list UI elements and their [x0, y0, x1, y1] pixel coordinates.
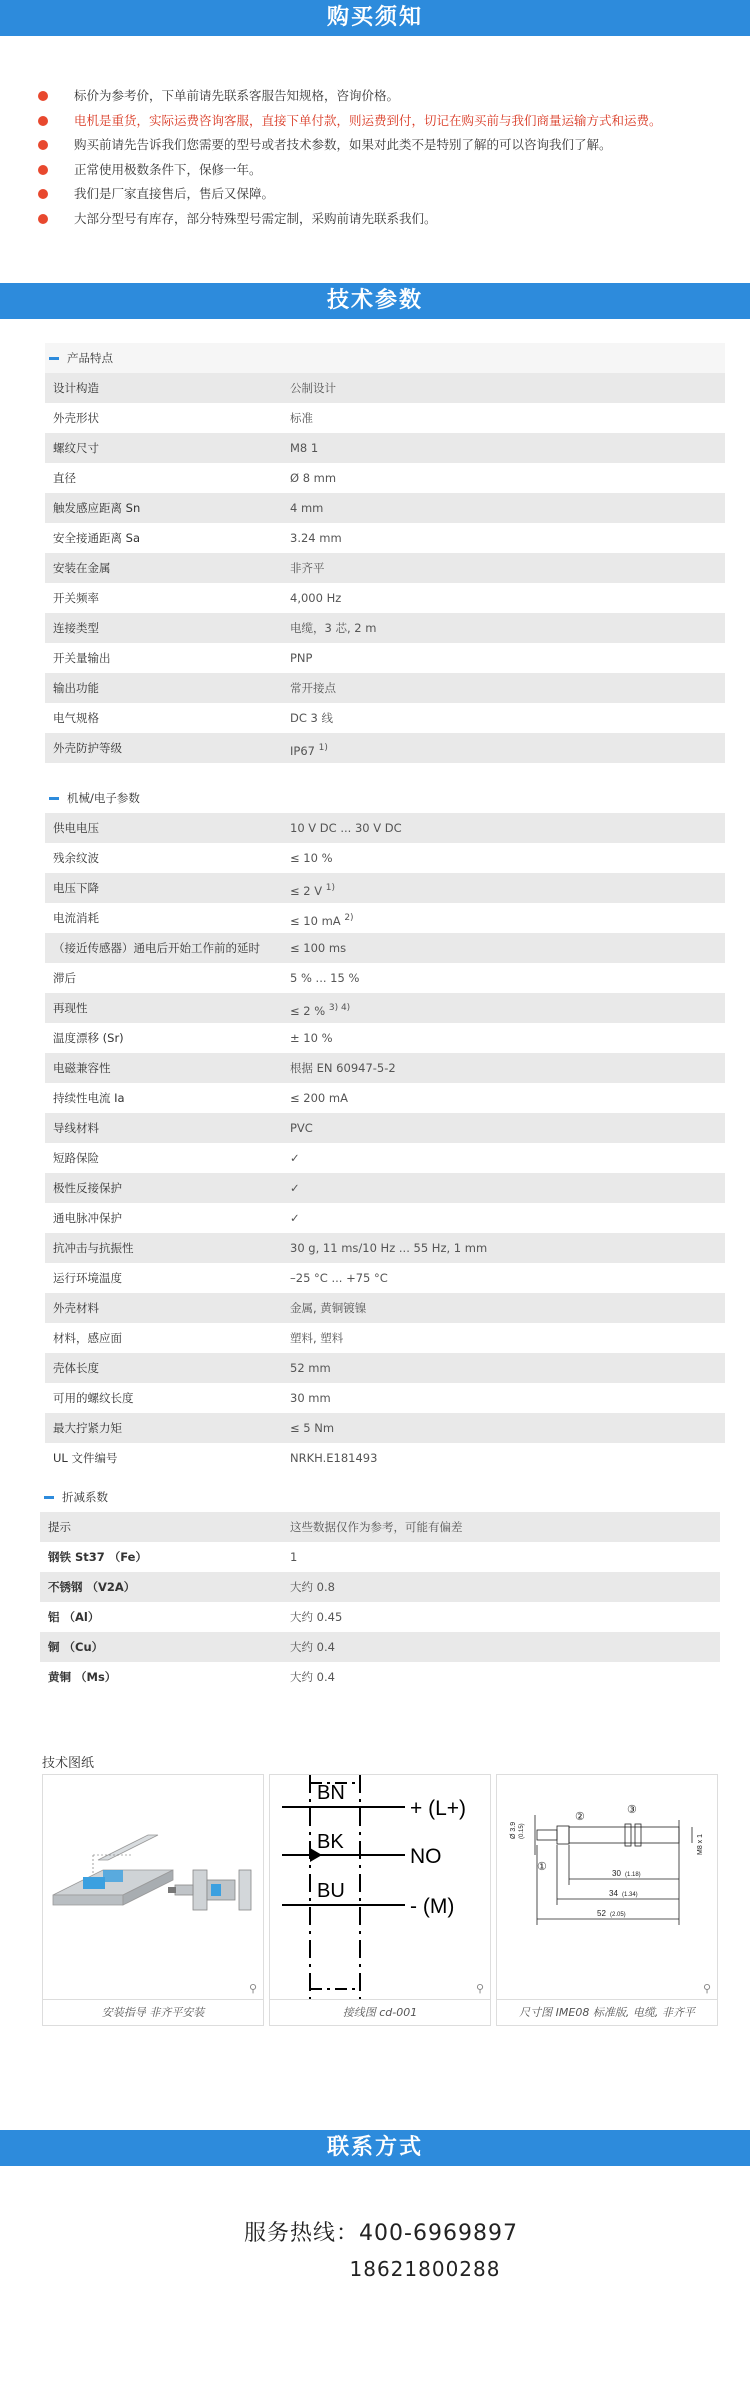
- param-value: [290, 843, 725, 873]
- param-value: [290, 733, 725, 763]
- param-value-text: 根据 EN 60947-5-2: [290, 1061, 396, 1075]
- table-row: [45, 1323, 725, 1353]
- table-row: [45, 1413, 725, 1443]
- param-value: [290, 1413, 725, 1443]
- mech-heading: 机械/电子参数: [45, 783, 725, 813]
- table-row: [40, 1572, 720, 1602]
- table-row: [45, 873, 725, 903]
- table-row: [45, 403, 725, 433]
- param-value: [290, 1632, 720, 1662]
- dim-52-inch: (2.05): [610, 1912, 626, 1918]
- param-value: [290, 903, 725, 933]
- param-name: 可用的螺纹长度: [53, 1391, 134, 1405]
- footnote-ref: 3) 4): [328, 1003, 351, 1013]
- param-value: [290, 613, 725, 643]
- param-name: 通电脉冲保护: [53, 1211, 122, 1225]
- reduction-rows: [40, 1512, 720, 1692]
- param-name: 电压下降: [53, 881, 99, 895]
- table-row: [45, 553, 725, 583]
- wire-bn: BN: [317, 1782, 345, 1804]
- table-row: [45, 843, 725, 873]
- table-row: [45, 903, 725, 933]
- table-row: [45, 963, 725, 993]
- mobile-number: 18621800288: [349, 2257, 501, 2281]
- param-name: 连接类型: [53, 621, 99, 635]
- features-heading: 产品特点: [45, 343, 725, 373]
- mech-rows: [45, 813, 725, 1473]
- param-value-text: ≤ 2 %: [290, 1003, 326, 1018]
- param-value-text: 标准: [290, 411, 313, 425]
- param-name: 黄铜 （Ms）: [48, 1670, 117, 1684]
- param-name: 钢铁 St37 （Fe）: [48, 1550, 147, 1564]
- table-row: [45, 583, 725, 613]
- reduction-table: [40, 1482, 720, 1692]
- param-name: 不锈钢 （V2A）: [48, 1580, 136, 1594]
- param-value-text: 30 mm: [290, 1391, 331, 1405]
- table-row: [45, 993, 725, 1023]
- param-value-text: ✓: [290, 1151, 300, 1165]
- dim-34-inch: (1.34): [622, 1892, 638, 1898]
- param-value-text: 金属, 黄铜镀镍: [290, 1301, 367, 1315]
- hotline: 服务热线：400-6969897: [244, 2221, 518, 2246]
- notice-item: 我们是厂家直接售后，售后又保障。: [38, 182, 738, 207]
- param-value: [290, 1113, 725, 1143]
- table-row: [45, 523, 725, 553]
- param-value-text: ≤ 2 V: [290, 883, 323, 898]
- param-value-text: 3.24 mm: [290, 531, 342, 545]
- param-value-text: 5 % ... 15 %: [290, 971, 360, 985]
- param-name: 直径: [53, 471, 76, 485]
- param-name: 铜 （Cu）: [48, 1640, 104, 1654]
- param-name: 壳体长度: [53, 1361, 99, 1375]
- param-value: [290, 1023, 725, 1053]
- param-name: 导线材料: [53, 1121, 99, 1135]
- param-value: [290, 433, 725, 463]
- param-value-text: 大约 0.4: [290, 1670, 335, 1684]
- dim-diameter-inch: (0.15): [519, 1823, 525, 1839]
- param-value: [290, 1173, 725, 1203]
- drawing-card-wiring[interactable]: [269, 1774, 491, 2026]
- param-value: [290, 1233, 725, 1263]
- param-value: [290, 553, 725, 583]
- param-value-text: 大约 0.45: [290, 1610, 343, 1624]
- param-value: [290, 993, 725, 1023]
- notice-item: 正常使用极数条件下，保修一年。: [38, 158, 738, 183]
- param-name: 铝 （Al）: [48, 1610, 100, 1624]
- table-row: [45, 1143, 725, 1173]
- table-row: [45, 433, 725, 463]
- param-value: [290, 1443, 725, 1473]
- param-value: [290, 933, 725, 963]
- notice-list: [38, 84, 738, 231]
- param-value: [290, 1083, 725, 1113]
- wire-bk-output: NO: [410, 1845, 442, 1868]
- param-value-text: 大约 0.4: [290, 1640, 335, 1654]
- param-value: [290, 1602, 720, 1632]
- param-name: 外壳防护等级: [53, 741, 122, 755]
- drawing-card-installation[interactable]: [42, 1774, 264, 2026]
- dim-30: 30: [612, 1869, 621, 1878]
- param-name: 设计构造: [53, 381, 99, 395]
- table-row: [45, 1203, 725, 1233]
- zoom-icon[interactable]: ⚲: [702, 1982, 711, 1995]
- purchase-banner: 购买须知: [0, 0, 750, 36]
- param-value-text: Ø 8 mm: [290, 471, 337, 485]
- param-value-text: 30 g, 11 ms/10 Hz ... 55 Hz, 1 mm: [290, 1241, 488, 1255]
- param-value-text: ≤ 10 mA: [290, 913, 341, 928]
- param-name: 安全接通距离 Sa: [53, 531, 141, 545]
- table-row: [45, 643, 725, 673]
- dim-30-inch: (1.18): [625, 1872, 641, 1878]
- param-name: 电流消耗: [53, 911, 99, 925]
- caption-dimensions: 尺寸图 IME08 标准版, 电缆, 非齐平: [497, 1999, 717, 2025]
- tech-banner: 技术参数: [0, 283, 750, 319]
- param-value: [290, 1323, 725, 1353]
- table-row: [45, 1353, 725, 1383]
- param-value-text: 塑料, 塑料: [290, 1331, 344, 1345]
- param-value: [290, 403, 725, 433]
- table-row: [40, 1662, 720, 1692]
- param-name: 滞后: [53, 971, 76, 985]
- param-name: 再现性: [53, 1001, 88, 1015]
- param-value: [290, 1542, 720, 1572]
- param-value: [290, 523, 725, 553]
- param-name: （接近传感器）通电后开始工作前的延时: [53, 941, 260, 955]
- param-value-text: 1: [290, 1550, 298, 1564]
- param-name: 短路保险: [53, 1151, 99, 1165]
- param-value-text: 常开接点: [290, 681, 336, 695]
- table-row: [45, 1053, 725, 1083]
- table-row: [45, 373, 725, 403]
- param-value: [290, 873, 725, 903]
- table-row: [45, 1083, 725, 1113]
- param-value: [290, 1572, 720, 1602]
- zoom-icon[interactable]: ⚲: [248, 1982, 257, 1995]
- table-row: [45, 613, 725, 643]
- param-value: [290, 463, 725, 493]
- callout-2: ②: [575, 1811, 585, 1823]
- param-name: 电气规格: [53, 711, 99, 725]
- param-value-text: ± 10 %: [290, 1031, 333, 1045]
- wire-bu: BU: [317, 1880, 345, 1902]
- table-row: [40, 1632, 720, 1662]
- param-value-text: M8 1: [290, 441, 319, 455]
- contact-banner: 联系方式: [0, 2130, 750, 2166]
- param-name: 温度漂移 (Sr): [53, 1031, 124, 1045]
- notice-item: 电机是重货，实际运费咨询客服，直接下单付款，则运费到付，切记在购买前与我们商量运输方式和运费。: [38, 109, 738, 134]
- param-value: [290, 1662, 720, 1692]
- param-name: 触发感应距离 Sn: [53, 501, 141, 515]
- features-rows: [45, 373, 725, 763]
- param-value-text: ≤ 200 mA: [290, 1091, 348, 1105]
- dim-diameter: Ø 3.9: [510, 1821, 517, 1839]
- param-value-text: 52 mm: [290, 1361, 331, 1375]
- callout-1: ①: [537, 1861, 547, 1873]
- param-value: [290, 1203, 725, 1233]
- table-row: [45, 1173, 725, 1203]
- table-row: [45, 1023, 725, 1053]
- footnote-ref: 1): [318, 743, 328, 753]
- param-value-text: ≤ 10 %: [290, 851, 333, 865]
- param-name: 开关量输出: [53, 651, 111, 665]
- param-value: [290, 643, 725, 673]
- dimension-drawing: [497, 1775, 717, 1999]
- drawings-title: 技术图纸: [42, 1756, 95, 1771]
- table-row: [45, 933, 725, 963]
- table-row: [45, 1293, 725, 1323]
- param-value: [290, 1053, 725, 1083]
- callout-3: ③: [627, 1804, 637, 1816]
- installation-image: [43, 1775, 263, 1999]
- table-row: [45, 1443, 725, 1473]
- dim-thread: M8 x 1: [697, 1833, 704, 1855]
- caption-wiring: 接线图 cd-001: [270, 1999, 490, 2025]
- param-value: [290, 963, 725, 993]
- param-name: 安装在金属: [53, 561, 111, 575]
- param-value: [290, 1293, 725, 1323]
- wire-bk: BK: [317, 1831, 344, 1853]
- param-name: 持续性电流 Ia: [53, 1091, 125, 1105]
- table-row: [45, 463, 725, 493]
- param-value: [290, 1263, 725, 1293]
- drawings-cards: [42, 1774, 718, 2026]
- param-name: 提示: [48, 1520, 71, 1534]
- param-value-text: 4,000 Hz: [290, 591, 342, 605]
- footnote-ref: 2): [344, 913, 354, 923]
- param-value-text: 公制设计: [290, 381, 336, 395]
- param-value-text: DC 3 线: [290, 711, 334, 725]
- param-name: 运行环境温度: [53, 1271, 122, 1285]
- param-value-text: 10 V DC ... 30 V DC: [290, 821, 402, 835]
- param-name: 残余纹波: [53, 851, 99, 865]
- param-value: [290, 1353, 725, 1383]
- table-row: [45, 703, 725, 733]
- param-name: 极性反接保护: [53, 1181, 122, 1195]
- param-name: 外壳形状: [53, 411, 99, 425]
- table-row: [40, 1542, 720, 1572]
- notice-item: 大部分型号有库存，部分特殊型号需定制，采购前请先联系我们。: [38, 207, 738, 232]
- param-value-text: –25 °C ... +75 °C: [290, 1271, 388, 1285]
- param-name: 抗冲击与抗振性: [53, 1241, 134, 1255]
- param-value: [290, 583, 725, 613]
- param-value-text: PNP: [290, 651, 313, 665]
- param-value: [290, 703, 725, 733]
- table-row: [45, 1383, 725, 1413]
- param-value: [290, 493, 725, 523]
- param-value-text: NRKH.E181493: [290, 1451, 378, 1465]
- table-row: [45, 1233, 725, 1263]
- table-row: [45, 1113, 725, 1143]
- param-value: [290, 673, 725, 703]
- zoom-icon[interactable]: ⚲: [475, 1982, 484, 1995]
- param-value-text: ≤ 5 Nm: [290, 1421, 335, 1435]
- param-value: [290, 1383, 725, 1413]
- param-value-text: ≤ 100 ms: [290, 941, 347, 955]
- param-name: 材料，感应面: [53, 1331, 122, 1345]
- notice-item: 标价为参考价，下单前请先联系客服告知规格，咨询价格。: [38, 84, 738, 109]
- drawing-card-dimensions[interactable]: [496, 1774, 718, 2026]
- param-value: [290, 813, 725, 843]
- tech-table: [45, 343, 725, 1473]
- caption-installation: 安装指导 非齐平安装: [43, 1999, 263, 2025]
- param-name: 开关频率: [53, 591, 99, 605]
- table-row: [40, 1602, 720, 1632]
- wire-bu-output: - (M): [410, 1895, 455, 1918]
- table-row: [45, 1263, 725, 1293]
- param-value-text: 电缆，3 芯, 2 m: [290, 621, 377, 635]
- param-value-text: 非齐平: [290, 561, 325, 575]
- contact-block: [0, 2216, 750, 2281]
- param-value: [290, 1512, 720, 1542]
- reduction-heading: 折减系数: [40, 1482, 720, 1512]
- param-name: 输出功能: [53, 681, 99, 695]
- param-value: [290, 1143, 725, 1173]
- table-row: [45, 813, 725, 843]
- param-value-text: 大约 0.8: [290, 1580, 335, 1594]
- param-name: 供电电压: [53, 821, 99, 835]
- param-value-text: 4 mm: [290, 501, 324, 515]
- param-name: 最大拧紧力矩: [53, 1421, 122, 1435]
- table-row: [45, 493, 725, 523]
- dim-34: 34: [609, 1889, 618, 1898]
- param-value-text: IP67: [290, 743, 315, 758]
- param-name: 外壳材料: [53, 1301, 99, 1315]
- param-name: UL 文件编号: [53, 1451, 118, 1465]
- wire-bn-output: + (L+): [410, 1797, 467, 1820]
- table-row: [40, 1512, 720, 1542]
- wiring-diagram: [270, 1775, 490, 1999]
- table-row: [45, 733, 725, 763]
- param-value-text: PVC: [290, 1121, 313, 1135]
- param-name: 电磁兼容性: [53, 1061, 111, 1075]
- param-value-text: ✓: [290, 1211, 300, 1225]
- param-name: 螺纹尺寸: [53, 441, 99, 455]
- param-value-text: ✓: [290, 1181, 300, 1195]
- dim-52: 52: [597, 1909, 606, 1918]
- notice-item: 购买前请先告诉我们您需要的型号或者技术参数，如果对此类不是特别了解的可以咨询我们了解。: [38, 133, 738, 158]
- footnote-ref: 1): [325, 883, 336, 893]
- table-row: [45, 673, 725, 703]
- param-value: [290, 373, 725, 403]
- param-value-text: 这些数据仅作为参考，可能有偏差: [290, 1520, 463, 1534]
